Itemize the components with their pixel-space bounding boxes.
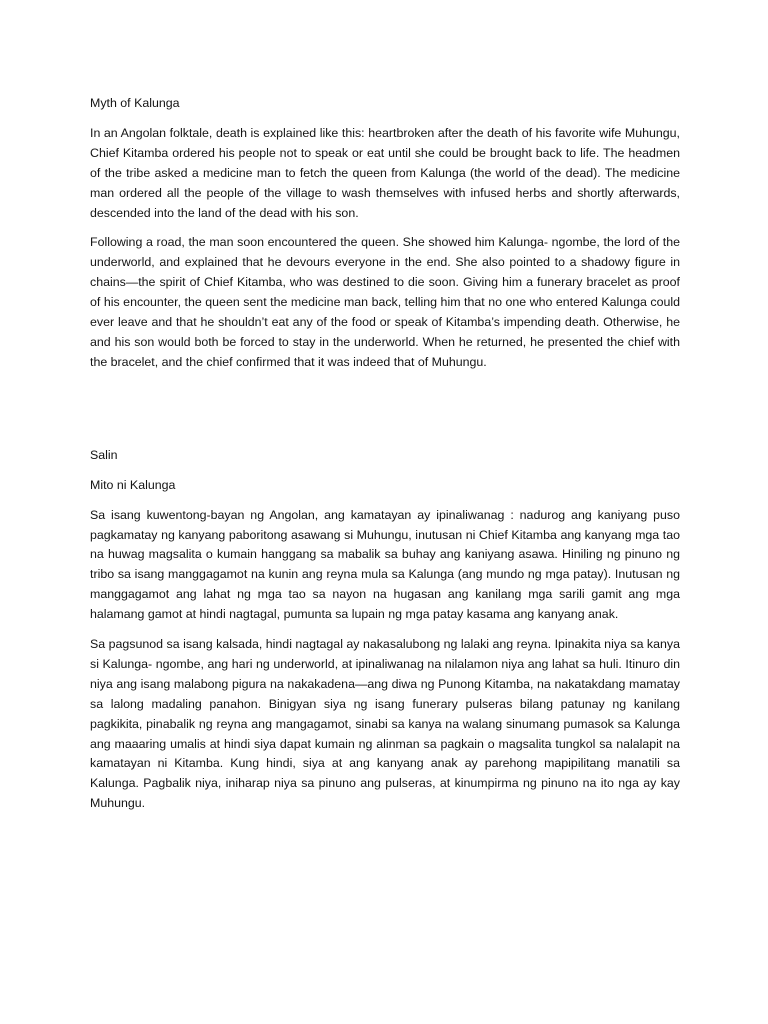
translation-paragraph-1: Sa isang kuwentong-bayan ng Angolan, ang kamatayan ay ipinaliwanag : nadurog ang kaniyang puso pagkamatay ng kanyang paboritong asawang si Muhungu, inutusan ni Chief Kitamba ang kanyang mga tao na huwag magsalita o kumain hanggang sa mabalik sa buhay ang kaniyang asawa. Hiniling ng pinuno ng tribo sa isang manggagamot na kunin ang reyna mula sa Kalunga (ang mundo ng mga patay). Inutusan ng manggagamot ang lahat ng mga tao sa nayon na hugasan ang kanilang mga sarili gamit ang mga halamang gamot at hindi nagtagal, pumunta sa lupain ng mga patay kasama ang kanyang anak. xyxy=(90,507,680,622)
document-body xyxy=(90,94,680,824)
english-paragraph-2: Following a road, the man soon encountered the queen. She showed him Kalunga- ngombe, the lord of the underworld, and explained that he devours everyone in the end. She also pointed to a shadowy figure in chains—the spirit of Chief Kitamba, who was destined to die soon. Giving him a funerary bracelet as proof of his encounter, the queen sent the medicine man back, telling him that no one who entered Kalunga could ever leave and that he shouldn’t eat any of the food or speak of Kitamba’s impending death. Otherwise, he and his son would both be forced to stay in the underworld. When he returned, he presented the chief with the bracelet, and the chief confirmed that it was indeed that of Muhungu. xyxy=(90,235,680,369)
english-paragraph-1: In an Angolan folktale, death is explained like this: heartbroken after the death of his favorite wife Muhungu, Chief Kitamba ordered his people not to speak or eat until she could be brought back to life. The headmen of the tribe asked a medicine man to fetch the queen from Kalunga (the world of the dead). The medicine man ordered all the people of the village to wash themselves with infused herbs and shortly afterwards, descended into the land of the dead with his son. xyxy=(90,125,680,220)
translation-label: Salin xyxy=(90,447,118,462)
translation-paragraph-2: Sa pagsunod sa isang kalsada, hindi nagtagal ay nakasalubong ng lalaki ang reyna. Ipinakita niya sa kanya si Kalunga- ngombe, ang hari ng underworld, at ipinaliwanag na nilalamon niya ang lahat sa huli. Itinuro din niya ang isang malabong pigura na nakakadena—ang diwa ng Punong Kitamba, na nakatakdang mamatay sa lalong madaling panahon. Binigyan siya ng isang funerary pulseras bilang patunay ng kanilang pagkikita, pinabalik ng reyna ang mangagamot, sinabi sa kanya na walang sinumang pumasok sa Kalunga ang maaaring umalis at hindi siya dapat kumain ng alinman sa pagkain o magsalita tungkol sa nalalapit na kamatayan ni Kitamba. Kung hindi, siya at ang kanyang anak ay parehong mapipilitang manatili sa Kalunga. Pagbalik niya, iniharap niya sa pinuno ang pulseras, at kinumpirma ng pinuno na ito nga ay kay Muhungu. xyxy=(90,637,680,811)
translation-title: Mito ni Kalunga xyxy=(90,477,176,492)
english-title: Myth of Kalunga xyxy=(90,96,180,110)
section-spacer xyxy=(90,383,680,446)
